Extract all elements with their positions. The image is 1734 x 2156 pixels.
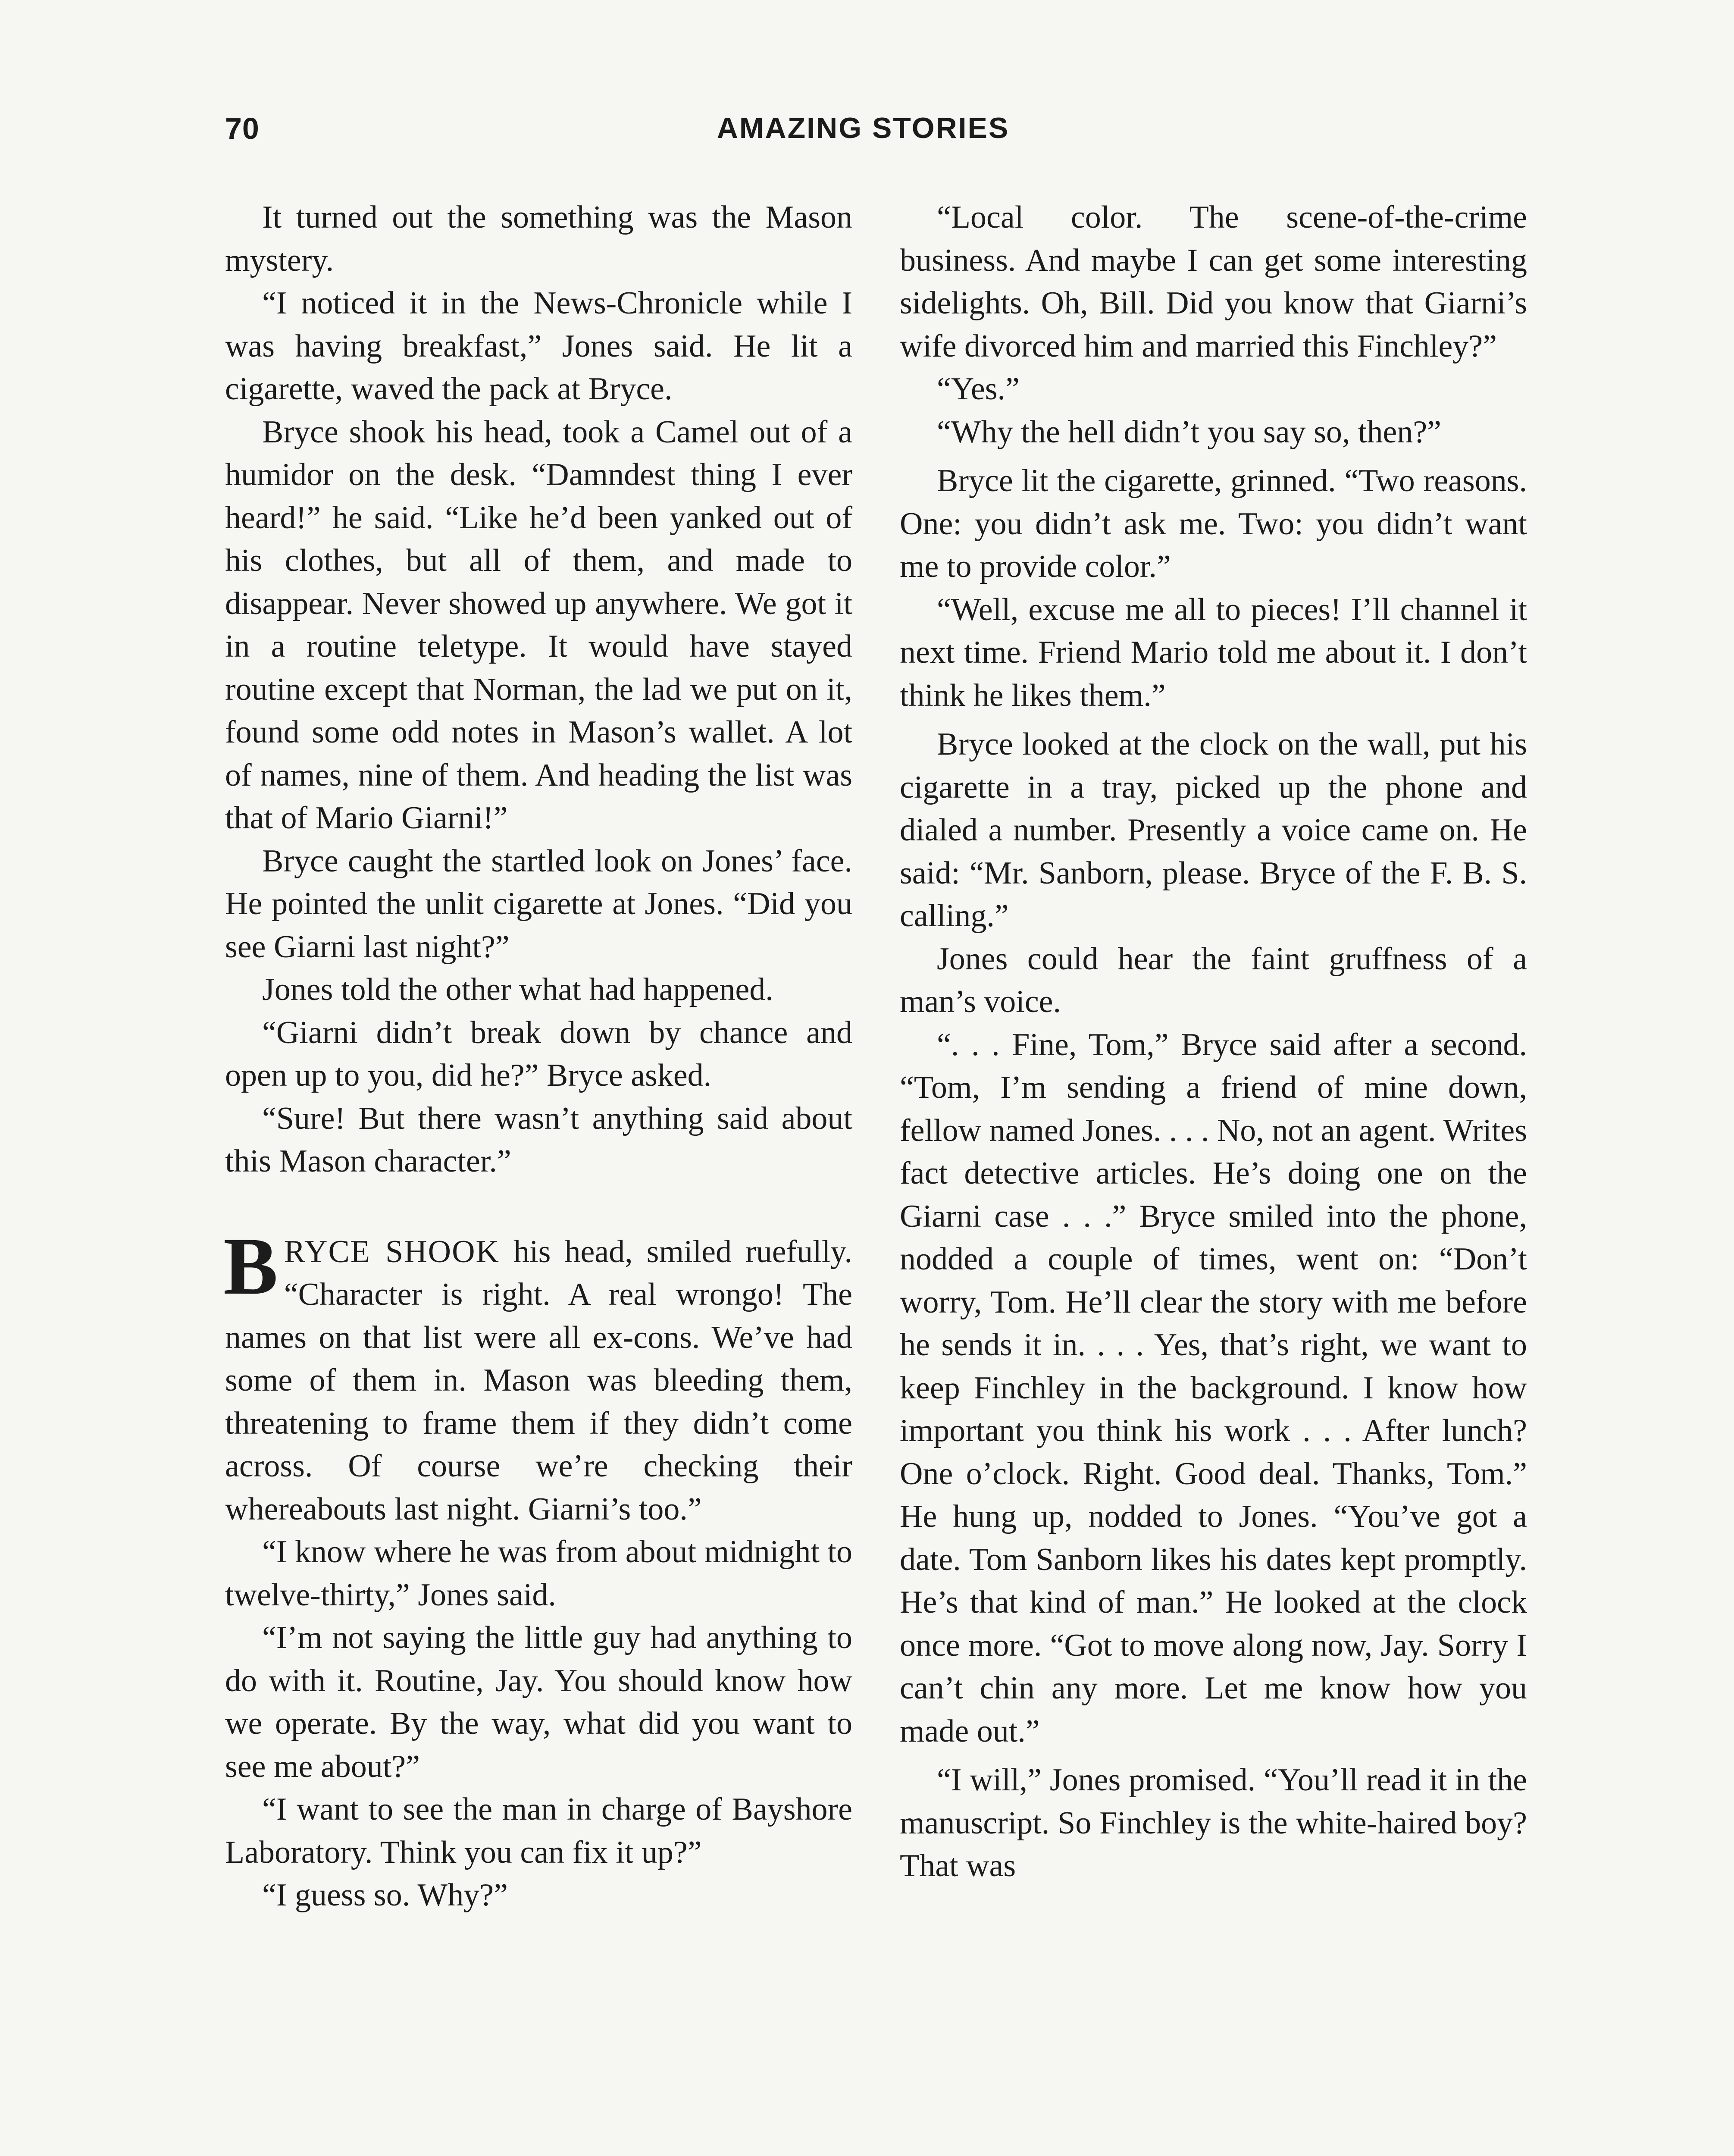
page-header: [225, 111, 1501, 159]
paragraph: Bryce looked at the clock on the wall, put his cigarette in a tray, picked up the phone and dialed a number. Presently a voice came on. He said: “Mr. Sanborn, please. Bryce of the F. B. S. calling.”: [900, 727, 1527, 934]
section-opening-paragraph: [223, 1221, 852, 1531]
left-column: [225, 196, 852, 1917]
paragraph: “I’m not saying the little guy had anything to do with it. Routine, Jay. You should know how we operate. By the way, what did you want to see me about?”: [225, 1620, 852, 1784]
running-head: AMAZING STORIES: [717, 112, 1010, 144]
drop-cap: B: [223, 1221, 278, 1312]
paragraph: “I guess so. Why?”: [262, 1877, 508, 1913]
paragraph: Bryce lit the cigarette, grinned. “Two reasons. One: you didn’t ask me. Two: you didn’t want me to provide color.”: [900, 463, 1527, 584]
paragraph: “Local color. The scene-of-the-crime business. And maybe I can get some interesting sidelights. Oh, Bill. Did you know that Giarni’s wife divorced him and married this Finchley?”: [900, 200, 1527, 364]
paragraph: Bryce shook his head, took a Camel out of a humidor on the desk. “Damndest thing I ever heard!” he said. “Like he’d been yanked out of his clothes, but all of them, and made to disappear. Never showed up anywhere. We got it in a routine teletype. It would have stayed routine except that Norman, the lad we put on it, found some odd notes in Mason’s wallet. A lot of names, nine of them. And heading the list was that of Mario Giarni!”: [225, 414, 852, 836]
paragraph: “I noticed it in the News-Chronicle while I was having breakfast,” Jones said. He lit a cigarette, waved the pack at Bryce.: [225, 285, 852, 407]
paragraph: It turned out the something was the Mason mystery.: [225, 200, 852, 278]
paragraph: Jones told the other what had happened.: [262, 972, 773, 1007]
paragraph-text: his head, smiled ruefully. “Character is right. A real wrongo! The names on that list were all ex-cons. We’ve had some of them in. Mason was bleeding them, threatening to frame them if they didn’t come across. Of course we’re checking their whereabouts last night. Giarni’s too.”: [225, 1234, 852, 1527]
paragraph: “I will,” Jones promised. “You’ll read it in the manuscript. So Finchley is the white-haired boy? That was: [900, 1762, 1527, 1883]
paragraph: Jones could hear the faint gruffness of a man’s voice.: [900, 941, 1527, 1019]
paragraph: “Why the hell didn’t you say so, then?”: [937, 414, 1442, 450]
lead-in: RYCE SHOOK: [284, 1234, 500, 1269]
right-column: [900, 196, 1527, 1888]
paragraph: “I want to see the man in charge of Bayshore Laboratory. Think you can fix it up?”: [225, 1792, 852, 1870]
page-number: 70: [225, 112, 260, 145]
paragraph: “Giarni didn’t break down by chance and open up to you, did he?” Bryce asked.: [225, 1015, 852, 1093]
paragraph: “I know where he was from about midnight to twelve-thirty,” Jones said.: [225, 1534, 852, 1613]
paragraph: “Yes.”: [937, 371, 1020, 407]
paragraph: Bryce caught the startled look on Jones’ face. He pointed the unlit cigarette at Jones. “Did you see Giarni last night?”: [225, 843, 852, 965]
paragraph: “Sure! But there wasn’t anything said about this Mason character.”: [225, 1100, 852, 1179]
paragraph: “Well, excuse me all to pieces! I’ll channel it next time. Friend Mario told me about it. I don’t think he likes them.”: [900, 592, 1527, 713]
paragraph: “. . . Fine, Tom,” Bryce said after a second. “Tom, I’m sending a friend of mine down, fellow named Jones. . . . No, not an agent. Writes fact detective articles. He’s doing one on the Giarni case . . .” Bryce smiled into the phone, nodded a couple of times, went on: “Don’t worry, Tom. He’ll clear the story with me before he sends it in. . . . Yes, that’s right, we want to keep Finchley in the background. I know how important you think his work . . . After lunch? One o’clock. Right. Good deal. Thanks, Tom.” He hung up, nodded to Jones. “You’ve got a date. Tom Sanborn likes his dates kept promptly. He’s that kind of man.” He looked at the clock once more. “Got to move along now, Jay. Sorry I can’t chin any more. Let me know how you made out.”: [900, 1027, 1527, 1749]
